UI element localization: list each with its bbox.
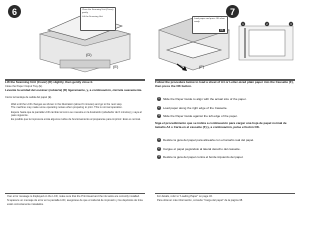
- svg-text:(F): (F): [199, 64, 205, 69]
- callout-text-2: Lift the Scanning Unit: [82, 15, 103, 18]
- intro-en: Follow the procedure below to load a sheet of A4 or Letter-sized plain paper into the Cassette (F), then press the OK button.: [155, 80, 294, 88]
- step-7-badge: 7: [226, 5, 239, 18]
- step-item: 2 Load paper along the right edge of the Cassette.: [158, 105, 228, 110]
- step-item: 3 Deslice la guía del papel contra el borde izquierdo del papel.: [158, 154, 244, 159]
- svg-text:2: 2: [266, 23, 268, 26]
- instr-es-sub: Cierre la bandeja de salida del papel (E).: [5, 96, 53, 99]
- step-item: 3 Slide the Paper Guide against the left edge of the paper.: [158, 113, 238, 118]
- note-item: Es posible que la impresora emita algunos ruidos de funcionamiento al prepararse para imprimir. Esto es normal.: [11, 117, 141, 121]
- footer-warning-box: [5, 193, 145, 210]
- instr-en-sub: Close the Paper Output Tray (E).: [5, 85, 43, 88]
- step-item: 2 Cargue el papel pegándolo al lateral derecho del cassette.: [158, 146, 241, 151]
- step-item: 1 Slide the Paper Guide to align with the actual size of the paper.: [158, 96, 247, 101]
- svg-text:3: 3: [290, 23, 292, 26]
- note-item: Espere hasta que la pantalla LCD cambie tal como se muestra en la ilustración (alrededor de 6 minutos) y vaya al paso siguiente.: [11, 110, 142, 118]
- lcd-callout-left: [80, 7, 116, 31]
- footer-en: If an error message is displayed on the LCD, make sure that the Print Head and the ink tanks are correctly installed.: [7, 195, 140, 198]
- footer-es: Si aparece un mensaje de error en la pantalla LCD, asegúrese de que el cabezal de impresión y los depósitos de tinta están correctamente instalados.: [7, 199, 143, 206]
- reference-note-box: [155, 193, 295, 208]
- ok-button[interactable]: OK: [220, 29, 224, 32]
- steps-en: [157, 97, 295, 119]
- printer-illustration-cassette: [153, 4, 233, 76]
- left-page: [0, 0, 150, 213]
- lcd-callout-right: [192, 16, 228, 34]
- right-page: [150, 0, 300, 213]
- cassette-steps-drawing: [235, 20, 297, 66]
- callout-text: Load paper and press OK when ready.: [194, 18, 225, 23]
- note-ref-en: For details, refer to "Loading Paper" on page 32.: [157, 195, 213, 198]
- step-6-badge: 6: [8, 5, 21, 18]
- note-item: The machine may make some operating noises when preparing to print. This is normal operation.: [11, 106, 123, 110]
- paper-guide-diagram: [235, 20, 297, 66]
- instr-es: Levante la unidad del escáner (cubierta) (D) ligeramente, y, a continuación, ciérrela suavemente.: [5, 88, 143, 92]
- steps-es: [157, 138, 295, 160]
- notes-block: [7, 103, 145, 121]
- note-item: Wait until the LCD changes as shown in the illustration (about 6 minutes) and go to the next step.: [11, 103, 123, 106]
- intro-es: Siga el procedimiento que se indica a continuación para cargar una hoja de papel normal de tamaño A4 o Carta en el cassette (F) y, a continuación, pulse el botón OK.: [155, 121, 287, 129]
- callout-text-1: Close the Scanning Unit (Cover) gently.: [82, 9, 114, 14]
- svg-text:(D): (D): [86, 52, 92, 57]
- note-ref-es: Para obtener más información, consulte "Carga del papel" de la página 38.: [157, 199, 243, 203]
- printer-cassette-drawing: [153, 4, 233, 76]
- step-item: 1 Deslice la guía del papel para alinearla con el tamaño real del papel.: [158, 137, 255, 142]
- svg-text:1: 1: [242, 23, 244, 26]
- svg-text:(E): (E): [113, 64, 119, 69]
- instr-en: Lift the Scanning Unit (Cover) (D) slightly, then gently close it.: [5, 80, 94, 84]
